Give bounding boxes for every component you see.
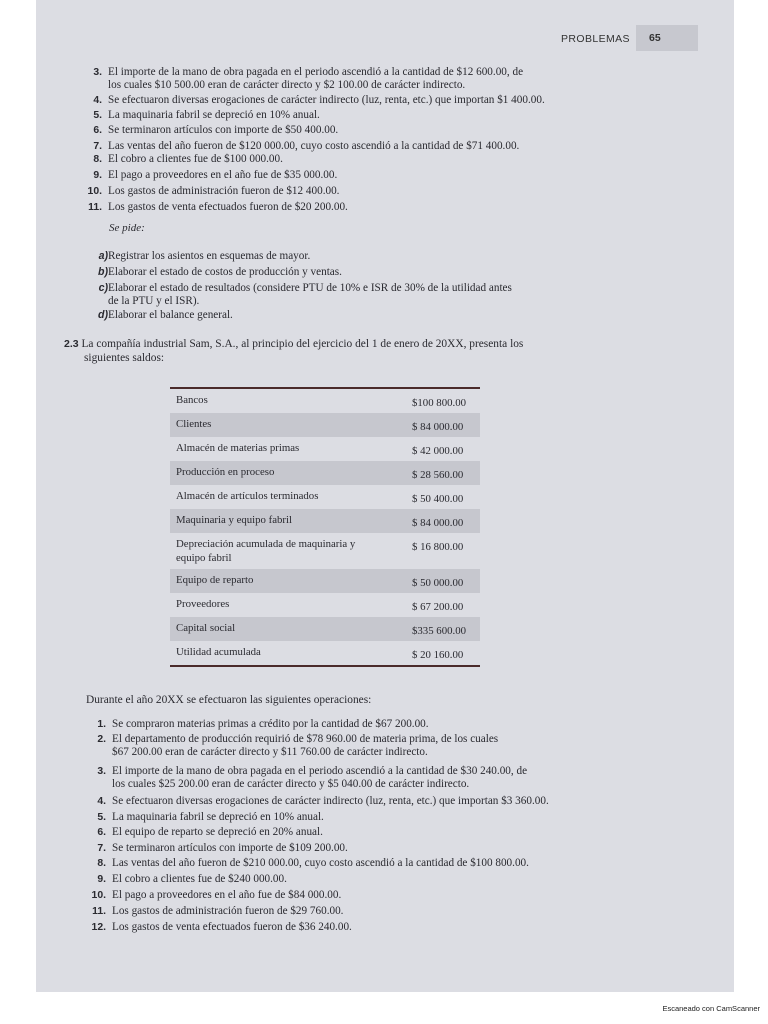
item-number: 6. [97,827,106,838]
item-text: Se efectuaron diversas erogaciones de carácter indirecto (luz, renta, etc.) que importan $3 360.00. [112,795,549,807]
account-name-continued: equipo fabril [176,552,232,564]
se-pide-label: Se pide: [109,222,145,234]
table-row [170,437,480,461]
item-text: El cobro a clientes fue de $100 000.00. [108,153,283,165]
item-text: El pago a proveedores en el año fue de $84 000.00. [112,889,342,901]
item-text: Se efectuaron diversas erogaciones de carácter indirecto (luz, renta, etc.) que importan $1 400.00. [108,94,545,106]
item-text: Los gastos de venta efectuados fueron de $20 200.00. [108,201,348,213]
section-header: PROBLEMAS [561,33,630,45]
item-number: 5. [93,110,102,121]
balances-table [170,387,480,667]
item-text: los cuales $10 500.00 eran de carácter directo y $2 100.00 de carácter indirecto. [108,79,466,91]
item-text: Elaborar el estado de costos de producción y ventas. [108,266,342,278]
item-number: 4. [97,796,106,807]
item-text: de la PTU y el ISR). [108,295,200,307]
item-number: 6. [93,125,102,136]
account-name: Almacén de materias primas [176,442,300,454]
table-row [170,617,480,641]
item-number: a) [98,250,108,262]
item-text: $67 200.00 eran de carácter directo y $11 760.00 de carácter indirecto. [112,746,428,758]
table-row [170,461,480,485]
account-amount: $ 84 000.00 [412,421,464,433]
item-text: El importe de la mano de obra pagada en el periodo ascendió a la cantidad de $30 240.00, de [112,765,528,777]
item-number: 3. [93,67,102,78]
item-number: 4. [93,95,102,106]
item-text: Las ventas del año fueron de $210 000.00, cuyo costo ascendió a la cantidad de $100 800.00. [112,857,529,869]
item-number: 10. [91,890,106,901]
account-name: Bancos [176,394,208,406]
table-row [170,413,480,437]
item-text: Los gastos de venta efectuados fueron de $36 240.00. [112,921,352,933]
item-text: Los gastos de administración fueron de $12 400.00. [108,185,340,197]
item-text: El cobro a clientes fue de $240 000.00. [112,873,287,885]
item-number: 9. [93,170,102,181]
account-name: Utilidad acumulada [176,646,261,658]
problem-number: 2.3 [64,338,79,350]
table-row [170,389,480,413]
item-number: c) [98,282,108,294]
item-number: d) [98,309,108,321]
account-amount: $ 67 200.00 [412,601,464,613]
account-amount: $ 84 000.00 [412,517,464,529]
operations-intro: Durante el año 20XX se efectuaron las siguientes operaciones: [86,694,372,706]
item-text: El importe de la mano de obra pagada en el periodo ascendió a la cantidad de $12 600.00, de [108,66,524,78]
item-number: 3. [97,766,106,777]
problem-line-2: siguientes saldos: [84,352,165,364]
account-name: Equipo de reparto [176,574,254,586]
item-number: 11. [92,906,106,917]
scanner-credit: Escaneado con CamScanner [662,1004,760,1013]
item-number: 9. [97,874,106,885]
item-text: Se terminaron artículos con importe de $50 400.00. [108,124,339,136]
item-text: Registrar los asientos en esquemas de mayor. [108,250,311,262]
account-amount: $ 50 000.00 [412,577,464,589]
account-amount: $ 16 800.00 [412,541,464,553]
item-number: 8. [97,858,106,869]
item-text: La maquinaria fabril se depreció en 10% anual. [108,109,320,121]
item-text: Elaborar el balance general. [108,309,233,321]
table-row [170,641,480,665]
item-number: 5. [97,812,106,823]
table-row [170,485,480,509]
item-number: 12. [91,922,106,933]
problem-2-3-statement [64,337,604,365]
problem-line-1: La compañía industrial Sam, S.A., al principio del ejercicio del 1 de enero de 20XX, presenta los [81,338,524,350]
item-text: Los gastos de administración fueron de $29 760.00. [112,905,344,917]
item-number: 1. [97,719,106,730]
account-name: Maquinaria y equipo fabril [176,514,293,526]
account-amount: $335 600.00 [412,625,466,637]
account-name: Producción en proceso [176,466,275,478]
account-amount: $ 42 000.00 [412,445,464,457]
table-row [170,569,480,593]
item-number: 2. [97,734,106,745]
account-amount: $ 50 400.00 [412,493,464,505]
item-number: 7. [93,141,102,152]
table-row [170,593,480,617]
account-amount: $ 20 160.00 [412,649,464,661]
item-number: b) [98,266,108,278]
account-name: Capital social [176,622,236,634]
account-name: Almacén de artículos terminados [176,490,319,502]
page-number: 65 [649,32,661,44]
item-text: El pago a proveedores en el año fue de $35 000.00. [108,169,338,181]
item-text: Las ventas del año fueron de $120 000.00, cuyo costo ascendió a la cantidad de $71 400.00. [108,140,520,152]
item-text: Se terminaron artículos con importe de $109 200.00. [112,842,348,854]
item-text: Se compraron materias primas a crédito por la cantidad de $67 200.00. [112,718,429,730]
account-name: Depreciación acumulada de maquinaria y [176,538,356,550]
item-text: los cuales $25 200.00 eran de carácter directo y $5 040.00 de carácter indirecto. [112,778,470,790]
account-amount: $ 28 560.00 [412,469,464,481]
item-text: Elaborar el estado de resultados (considere PTU de 10% e ISR de 30% de la utilidad antes [108,282,512,294]
item-text: La maquinaria fabril se depreció en 10% anual. [112,811,324,823]
account-amount: $100 800.00 [412,397,466,409]
table-bottom-rule [170,665,480,667]
account-name: Clientes [176,418,212,430]
item-number: 7. [97,843,106,854]
table-row [170,509,480,533]
item-text: El departamento de producción requirió de $78 960.00 de materia prima, de los cuales [112,733,499,745]
item-number: 10. [87,186,102,197]
account-name: Proveedores [176,598,230,610]
item-number: 8. [93,154,102,165]
item-text: El equipo de reparto se depreció en 20% anual. [112,826,323,838]
table-row [170,533,480,569]
page-number-tab [636,25,698,51]
item-number: 11. [88,202,102,213]
